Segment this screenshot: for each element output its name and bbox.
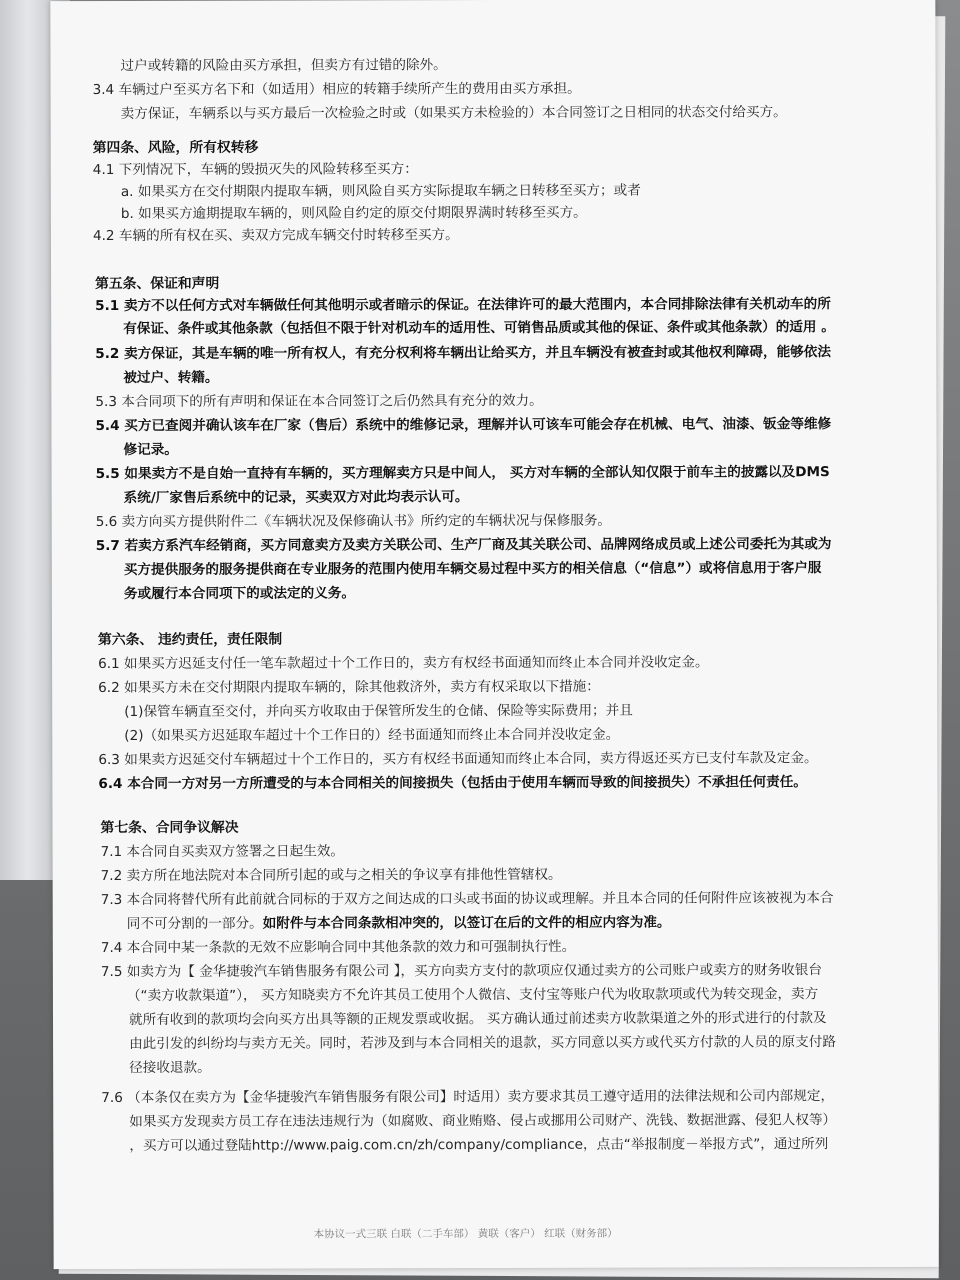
clause-line: b. 如果买方逾期提取车辆的，则风险自约定的原交付期限界满时转移至买方。 <box>120 204 587 222</box>
clause-line: 如果买方发现卖方员工存在违法违规行为（如腐败、商业贿赂、侵占或挪用公司财产、洗钱、数据泄露、侵犯人权等） <box>129 1112 837 1130</box>
clause-line: 3.4 车辆过户至买方名下和（如适用）相应的转籍手续所产生的费用由买方承担。 <box>92 80 581 99</box>
clause-line: 7.1 本合同自买卖双方签署之日起生效。 <box>100 843 345 861</box>
clause-line: 系统/厂家售后系统中的记录，买卖双方对此均表示认可。 <box>123 489 469 506</box>
clause-line: 5.1 卖方不以任何方式对车辆做任何其他明示或者暗示的保证。在法律许可的最大范围内，本合同排除法律有关机动车的所 <box>95 296 831 315</box>
clause-line: 6.3 如果卖方迟延交付车辆超过十个工作日的，买方有权经书面通知而终止本合同，卖方得返还买方已支付车款及定金。 <box>98 750 818 769</box>
clause-line: 同不可分割的一部分。如附件与本合同条款相冲突的，以签订在后的文件的相应内容为准。 <box>126 914 671 932</box>
clause-line: 7.5 如卖方为【 金华捷骏汽车销售服务有限公司 】，买方向卖方支付的款项应仅通过卖方的公司账户或卖方的财务收银台 <box>100 962 822 981</box>
section-heading: 第五条、保证和声明 <box>95 275 220 293</box>
clause-line: ，买方可以通过登陆http://www.paig.com.cn/zh/company/compliance，点击“举报制度－举报方式”，通过所列 <box>129 1136 829 1154</box>
clause-line: 6.4 本合同一方对另一方所遭受的与本合同相关的间接损失（包括由于使用车辆而导致的间接损失）不承担任何责任。 <box>98 774 807 793</box>
clause-line: 5.7 若卖方系汽车经销商，买方同意卖方及卖方关联公司、生产厂商及其关联公司、品牌网络成员或上述公司委托为其或为 <box>95 536 832 555</box>
clause-line: 5.2 卖方保证，其是车辆的唯一所有权人，有充分权利将车辆出让给买方，并且车辆没有被查封或其他权利障碍，能够依法 <box>95 344 831 363</box>
clause-line: 4.2 车辆的所有权在买、卖双方完成车辆交付时转移至买方。 <box>92 227 459 245</box>
clause-line: 5.3 本合同项下的所有声明和保证在本合同签订之后仍然具有充分的效力。 <box>95 392 543 411</box>
section-heading: 第四条、风险，所有权转移 <box>92 139 259 157</box>
clause-line: 买方提供服务的服务提供商在专业服务的范围内使用车辆交易过程中买方的相关信息（“信息”）或将信息用于客户服 <box>123 560 822 578</box>
clause-line: (1)保管车辆直至交付，并向买方收取由于保管所发生的仓储、保险等实际费用；并且 <box>124 702 633 720</box>
clause-line: 务或履行本合同项下的或法定的义务。 <box>123 585 356 602</box>
clause-line: 7.2 卖方所在地法院对本合同所引起的或与之相关的争议享有排他性管辖权。 <box>100 866 562 885</box>
clause-line: (2)（如果买方迟延取车超过十个工作日的）经书面通知而终止本合同并没收定金。 <box>124 726 620 744</box>
clause-line: 5.4 买方已查阅并确认该车在厂家（售后）系统中的维修记录，理解并认可该车可能会存在机械、电气、油漆、钣金等维修 <box>95 416 832 435</box>
clause-line: 6.2 如果买方未在交付期限内提取车辆的，除其他救济外，卖方有权采取以下措施： <box>98 678 600 697</box>
clause-line: 卖方保证，车辆系以与买方最后一次检验之时或（如果买方未检验的）本合同签订之日相同的状态交付给买方。 <box>120 104 787 122</box>
clause-line: 7.6 （本条仅在卖方为【金华捷骏汽车销售服务有限公司】时适用）卖方要求其员工遵守适用的法律法规和公司内部规定， <box>101 1088 835 1107</box>
clause-line: 5.5 如果卖方不是自始一直持有车辆的，买方理解卖方只是中间人， 买方对车辆的全部认知仅限于前车主的披露以及DMS <box>95 464 830 483</box>
clause-line: 有保证、条件或其他条款（包括但不限于针对机动车的适用性、可销售品质或其他的保证、条件或其他条款）的适用 。 <box>123 319 835 337</box>
clause-line: 修记录。 <box>123 441 178 458</box>
clause-line: 4.1 下列情况下，车辆的毁损灭失的风险转移至买方： <box>92 161 418 179</box>
clause-line: 就所有收到的款项均会向买方出具等额的正规发票或收据。 买方确认通过前述卖方收款渠道之外的形式进行的付款及 <box>128 1010 827 1028</box>
contract-text <box>50 0 938 1269</box>
clause-line: （“卖方收款渠道”）， 买方知晓卖方不允许其员工使用个人微信、支付宝等账户代为收取款项或代为转交现金，卖方 <box>126 986 819 1004</box>
clause-line: 7.3 本合同将替代所有此前就合同标的于双方之间达成的口头或书面的协议或理解。并且本合同的任何附件应该被视为本合 <box>100 890 834 909</box>
clause-line: 过户或转籍的风险由买方承担，但卖方有过错的除外。 <box>120 57 447 74</box>
clause-line: 由此引发的纠纷均与卖方无关。同时，若涉及到与本合同相关的退款，买方同意以买方或代买方付款的人员的原支付路 <box>129 1034 836 1052</box>
clause-line: 被过户、转籍。 <box>123 369 219 386</box>
clause-line: 6.1 如果买方迟延支付任一笔车款超过十个工作日的，卖方有权经书面通知而终止本合同并没收定金。 <box>98 654 709 673</box>
page-footer: 本协议一式三联 白联（二手车部） 黄联（客户） 红联（财务部） <box>313 1227 618 1241</box>
section-heading: 第六条、 违约责任，责任限制 <box>97 631 283 649</box>
clause-line: 5.6 卖方向买方提供附件二《车辆状况及保修确认书》所约定的车辆状况与保修服务。 <box>95 512 612 531</box>
clause-line: a. 如果买方在交付期限内提取车辆，则风险自买方实际提取车辆之日转移至买方；或者 <box>120 182 641 200</box>
section-heading: 第七条、合同争议解决 <box>100 819 239 837</box>
clause-line: 径接收退款。 <box>129 1059 211 1076</box>
contract-page <box>50 0 938 1269</box>
clause-line: 7.4 本合同中某一条款的无效不应影响合同中其他条款的效力和可强制执行性。 <box>100 938 576 957</box>
